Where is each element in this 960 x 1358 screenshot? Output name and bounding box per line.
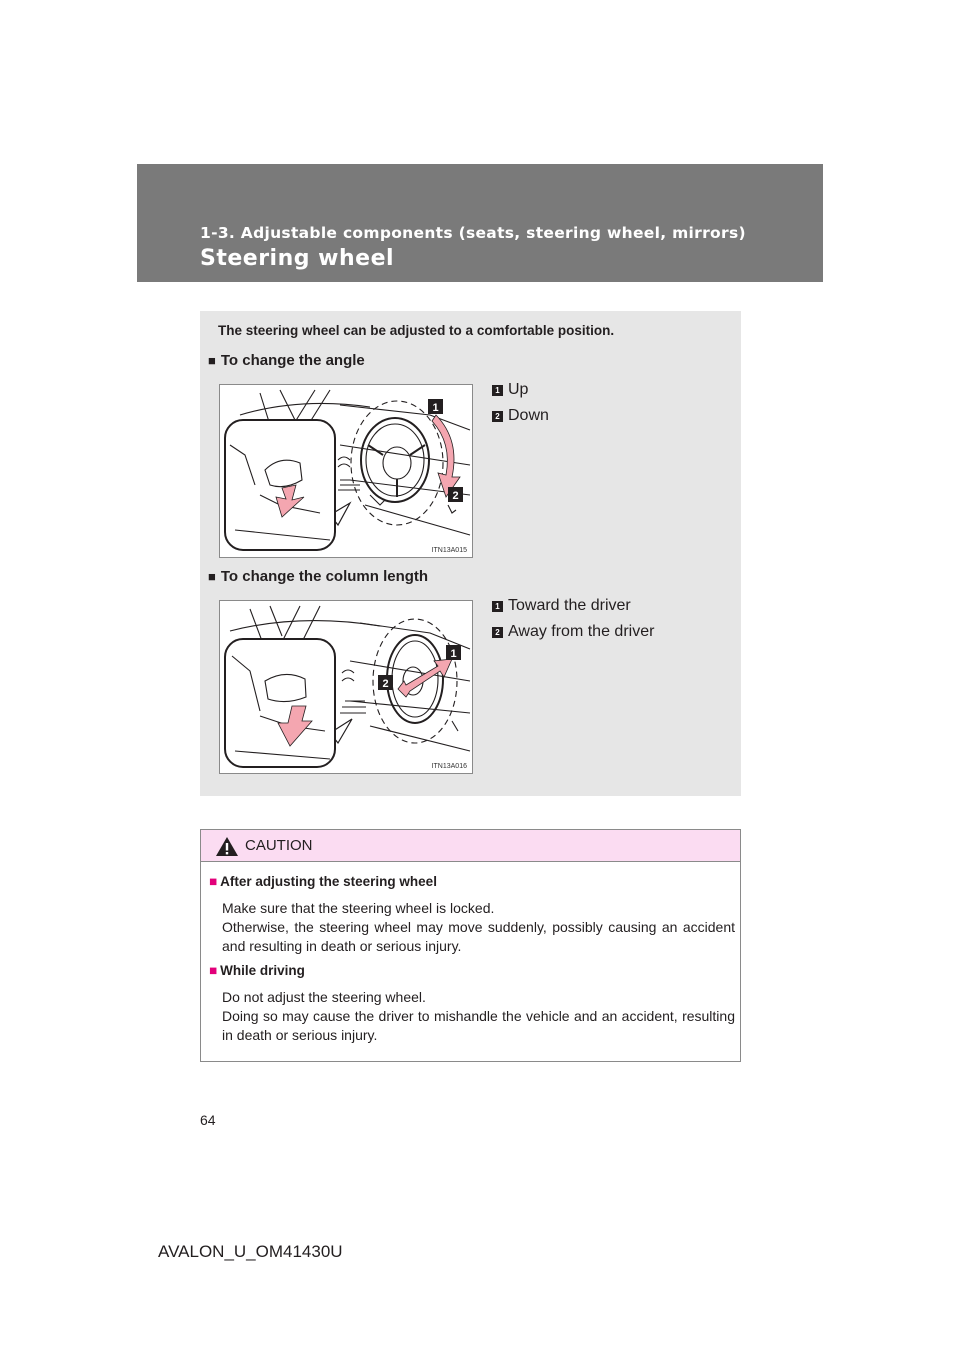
caution-line: Doing so may cause the driver to mishandle the vehicle and an accident, resulting in death or serious injury. — [222, 1008, 735, 1043]
chapter-header — [137, 164, 823, 282]
angle-step-1 — [492, 381, 528, 399]
document-code: AVALON_U_OM41430U — [158, 1242, 343, 1261]
caution-item-title — [209, 874, 437, 889]
caution-item-title-text: After adjusting the steering wheel — [220, 874, 437, 889]
adjustment-panel — [200, 311, 741, 796]
svg-text:1: 1 — [450, 648, 457, 660]
step-label: Up — [508, 381, 529, 398]
caution-item-title-text: While driving — [220, 963, 305, 978]
angle-heading-text: To change the angle — [220, 352, 365, 369]
caution-line: Do not adjust the steering wheel. — [222, 989, 426, 1005]
caution-line: Make sure that the steering wheel is locked. — [222, 900, 495, 916]
svg-text:2: 2 — [452, 490, 459, 502]
caution-item-text — [222, 899, 735, 956]
step-label: Toward the driver — [508, 597, 631, 614]
step-number-badge: 1 — [492, 385, 503, 396]
section-label: 1-3. Adjustable components (seats, steering wheel, mirrors) — [200, 224, 746, 242]
caution-box — [200, 829, 741, 1062]
step-number-badge: 1 — [492, 601, 503, 612]
caution-item-title — [209, 963, 305, 978]
svg-text:1: 1 — [432, 402, 439, 414]
square-bullet-icon: ■ — [209, 963, 218, 978]
square-bullet-icon: ■ — [208, 353, 216, 368]
angle-heading — [208, 352, 365, 369]
length-step-2 — [492, 623, 654, 641]
figure-code: ITN13A015 — [431, 547, 467, 554]
caution-title: CAUTION — [245, 837, 313, 854]
caution-item-text — [222, 988, 735, 1045]
length-heading-text: To change the column length — [220, 568, 429, 585]
angle-illustration — [219, 384, 473, 558]
intro-text: The steering wheel can be adjusted to a comfortable position. — [218, 323, 615, 338]
length-illustration — [219, 600, 473, 774]
page-title: Steering wheel — [200, 246, 395, 271]
square-bullet-icon: ■ — [209, 874, 218, 889]
page-number: 64 — [200, 1112, 216, 1128]
steering-column-illustration-icon — [220, 601, 472, 773]
warning-triangle-icon — [215, 836, 239, 857]
figure-code: ITN13A016 — [431, 763, 467, 770]
step-number-badge: 2 — [492, 627, 503, 638]
step-label: Away from the driver — [508, 623, 655, 640]
svg-text:2: 2 — [382, 678, 389, 690]
square-bullet-icon: ■ — [208, 569, 216, 584]
step-label: Down — [508, 407, 549, 424]
length-heading — [208, 568, 428, 585]
angle-step-2 — [492, 407, 549, 425]
steering-angle-illustration-icon — [220, 385, 472, 557]
caution-line: Otherwise, the steering wheel may move suddenly, possibly causing an accident and resulting in death or serious injury. — [222, 919, 735, 954]
caution-header — [201, 830, 740, 862]
length-step-1 — [492, 597, 631, 615]
step-number-badge: 2 — [492, 411, 503, 422]
